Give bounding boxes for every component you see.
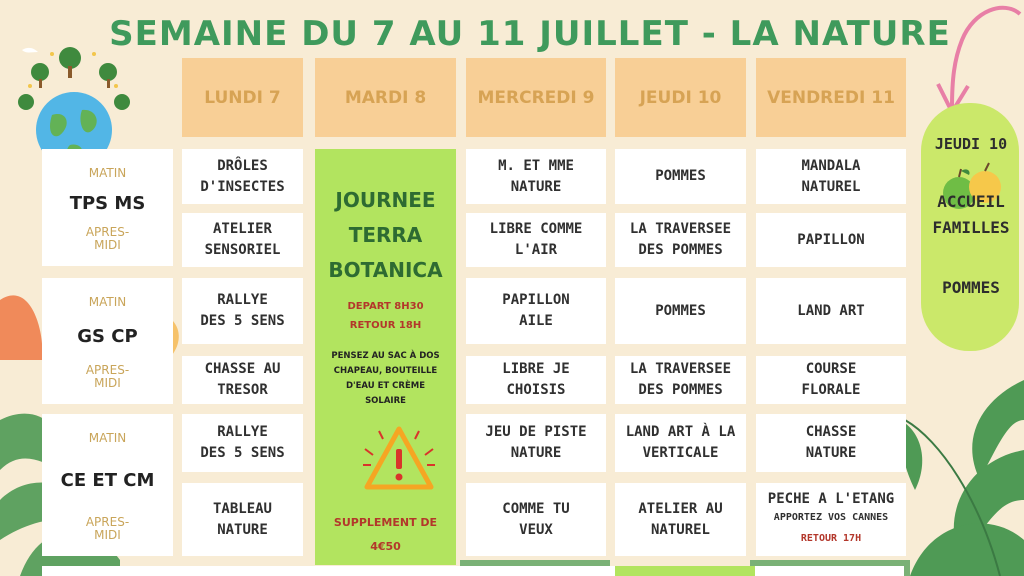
morning-label: MATIN xyxy=(88,431,127,445)
morning-label: MATIN xyxy=(88,166,127,180)
activity-mercredi-4: LIBRE JE CHOISIS xyxy=(466,356,606,404)
activity-vendredi-4: COURSE FLORALE xyxy=(756,356,906,404)
side-theme: POMMES xyxy=(942,278,1000,297)
day-header-mercredi: MERCREDI 9 xyxy=(466,58,606,137)
activity-vendredi-2: PAPILLON xyxy=(756,213,906,267)
day-header-mardi: MARDI 8 xyxy=(315,58,456,137)
terra-supplement: SUPPLEMENT DE 4€50 xyxy=(333,516,438,553)
terra-title: JOURNEE TERRA BOTANICA xyxy=(328,188,443,282)
afternoon-label: APRES- MIDI xyxy=(85,363,130,390)
activity-lundi-5: RALLYE DES 5 SENS xyxy=(182,414,303,472)
day-header-lundi: LUNDI 7 xyxy=(182,58,303,137)
peche-title: PECHE A L'ETANG xyxy=(767,491,895,507)
side-day: JEUDI 10 xyxy=(934,135,1008,153)
terra-note: PENSEZ AU SAC À DOS CHAPEAU, BOUTEILLE D'EAU ET CRÈME SOLAIRE xyxy=(331,351,440,406)
peche-retour: RETOUR 17H xyxy=(800,533,862,544)
terra-times: DEPART 8H30 RETOUR 18H xyxy=(347,301,424,331)
page-title: SEMAINE DU 7 AU 11 JUILLET - LA NATURE xyxy=(109,14,951,54)
activity-mercredi-5: JEU DE PISTE NATURE xyxy=(466,414,606,472)
peche-sub: APPORTEZ VOS CANNES xyxy=(773,512,889,523)
activity-vendredi-1: MANDALA NATUREL xyxy=(756,149,906,204)
terra-botanica-block xyxy=(315,149,456,565)
afternoon-label: APRES- MIDI xyxy=(85,225,130,252)
day-header-jeudi: JEUDI 10 xyxy=(615,58,746,137)
activity-jeudi-6: ATELIER AU NATUREL xyxy=(615,483,746,556)
group-tps-ms xyxy=(42,149,173,266)
side-event: ACCUEIL FAMILLES xyxy=(932,192,1010,237)
activity-mercredi-6: COMME TU VEUX xyxy=(466,483,606,556)
arrow-icon xyxy=(934,0,1024,120)
activity-lundi-6: TABLEAU NATURE xyxy=(182,483,303,556)
group-name: CE ET CM xyxy=(60,470,155,491)
globe-trees-icon xyxy=(12,40,132,160)
activity-jeudi-5: LAND ART À LA VERTICALE xyxy=(615,414,746,472)
side-event-block xyxy=(921,103,1019,351)
activity-mercredi-2: LIBRE COMME L'AIR xyxy=(466,213,606,267)
group-name: TPS MS xyxy=(69,192,146,214)
activity-jeudi-1: POMMES xyxy=(615,149,746,204)
activity-jeudi-2: LA TRAVERSEE DES POMMES xyxy=(615,213,746,267)
activity-mercredi-1: M. ET MME NATURE xyxy=(466,149,606,204)
day-header-vendredi: VENDREDI 11 xyxy=(756,58,906,137)
activity-mercredi-3: PAPILLON AILE xyxy=(466,278,606,344)
group-ce-cm xyxy=(42,414,173,556)
afternoon-label: APRES- MIDI xyxy=(85,515,130,542)
activity-vendredi-5: CHASSE NATURE xyxy=(756,414,906,472)
activity-lundi-4: CHASSE AU TRESOR xyxy=(182,356,303,404)
group-gs-cp xyxy=(42,278,173,404)
group-name: GS CP xyxy=(77,326,138,347)
morning-label: MATIN xyxy=(88,295,127,309)
activity-vendredi-6 xyxy=(756,483,906,556)
activity-lundi-2: ATELIER SENSORIEL xyxy=(182,213,303,267)
activity-vendredi-3: LAND ART xyxy=(756,278,906,344)
activity-jeudi-3: POMMES xyxy=(615,278,746,344)
warning-icon xyxy=(359,421,439,499)
activity-lundi-1: DRÔLES D'INSECTES xyxy=(182,149,303,204)
activity-jeudi-4: LA TRAVERSEE DES POMMES xyxy=(615,356,746,404)
activity-lundi-3: RALLYE DES 5 SENS xyxy=(182,278,303,344)
